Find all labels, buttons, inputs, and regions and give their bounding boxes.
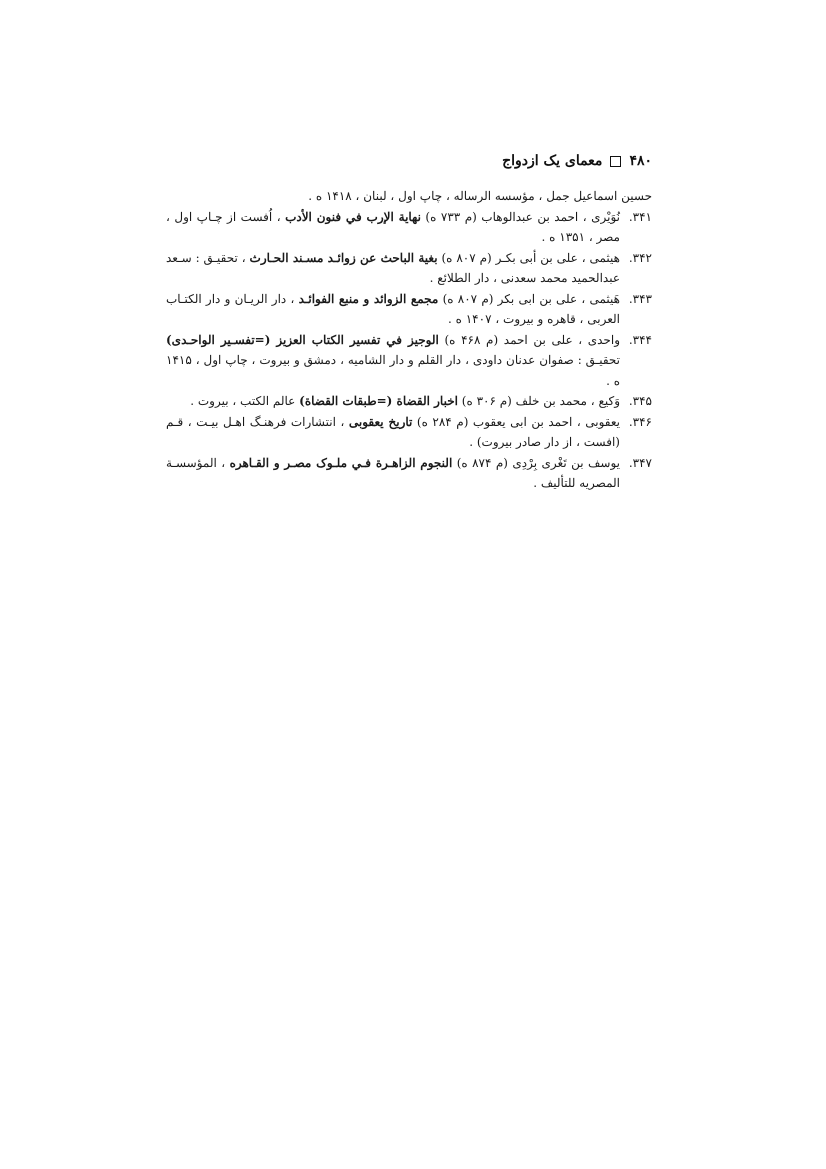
bibliography-list [166,186,652,494]
reference-title: بغیة الباحث عن زوائـد مسـند الحـارث [249,250,438,265]
reference-publication: ، اُفست از چـاپ اول ، مصر ، ۱۳۵۱ ه . [166,209,620,244]
reference-title: النجوم الزاهـرة فـي ملـوک مصـر و القـاهره [229,455,453,470]
reference-publication: عالم الکتب ، بیروت . [190,394,300,408]
book-title: معمای یک ازدواج [502,153,603,169]
reference-author: یعقوبی ، احمد بن ابی یعقوب (م ۲۸۴ ه) [412,414,621,429]
reference-publication: ، انتشارات فرهنـگ اهـل بیـت ، قـم (افست ، از دار صادر بیروت) . [166,414,620,449]
square-bullet-icon [610,156,621,167]
reference-publication: ، دار الریـان و دار الکتـاب العربی ، قاهره و بیروت ، ۱۴۰۷ ه . [166,291,620,326]
reference-author: واحدی ، علی بن احمد (م ۴۶۸ ه) [438,332,620,347]
reference-number: ۳۴۶. [628,414,652,429]
reference-title: تاریخ یعقوبی [348,414,413,429]
reference-author: وَکیع ، محمد بن خلف (م ۳۰۶ ه) [457,394,620,408]
reference-author: نُوَیْری ، احمد بن عبدالوهاب (م ۷۳۳ ه) [420,209,620,224]
reference-entry [166,248,652,289]
reference-number: ۳۴۲. [628,250,652,265]
running-header [166,148,652,174]
reference-number: ۳۴۳. [628,291,652,306]
reference-entry [166,412,652,453]
reference-publication: تحقیـق : صفوان عدنان داودی ، دار القلم و دار الشامیه ، دمشق و بیروت ، چاپ اول ، ۱۴۱۵ ه . [166,353,620,388]
reference-entry [166,391,652,412]
page-content [166,148,652,494]
reference-number: ۳۴۱. [628,209,652,224]
reference-entry [166,207,652,248]
reference-number: ۳۴۴. [628,332,652,347]
reference-title: مجمع الزوائد و منبع الفوائـد [298,291,439,306]
reference-publication: ، تحقیـق : سـعد عبدالحمید محمد سعدنی ، دار الطلائع . [166,250,620,285]
reference-entry [166,330,652,392]
reference-number: ۳۴۷. [628,455,652,470]
reference-entry [166,289,652,330]
reference-author: یوسف بن تَغْری بِرْدِی (م ۸۷۴ ه) [452,455,620,470]
reference-number: ۳۴۵. [628,394,652,408]
continued-entry: حسین اسماعیل جمل ، مؤسسه الرساله ، چاپ اول ، لبنان ، ۱۴۱۸ ه . [308,189,652,203]
reference-title: نهایة الإرب في فنون الأدب [285,209,421,224]
reference-title: اخبار القضاة (=طبقات القضاة) [299,394,458,408]
page-number: ۴۸۰ [629,153,652,169]
reference-publication: ، المؤسسـة المصریه للتألیف . [166,455,620,490]
reference-entry [166,453,652,494]
reference-author: هَیثمی ، علی بن ابی بکر (م ۸۰۷ ه) [438,291,620,306]
reference-author: هیثمی ، علی بن أبی بکـر (م ۸۰۷ ه) [437,250,620,265]
reference-title: الوجیز في تفسیر الکتاب العزیز (=تفسـیر الواحـدی) [166,332,439,347]
